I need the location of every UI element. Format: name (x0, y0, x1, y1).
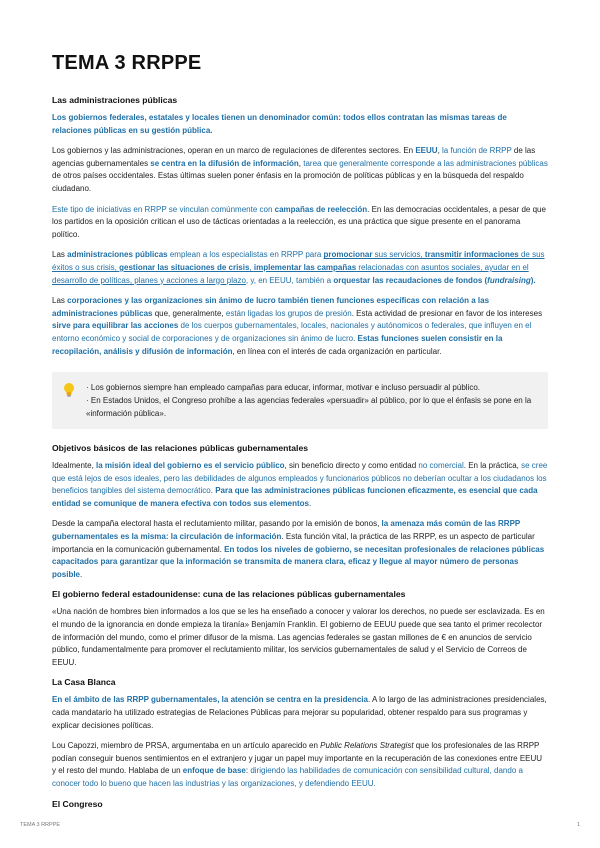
highlight-text: dirigiendo las habilidades de comunicación con sensibilidad cultural, dando a conocer todo lo bueno que hacen las industrias y las organizaciones, y defendiendo EEUU. (52, 766, 523, 788)
text-run: Los gobiernos y las administraciones, operan en un marco de regulaciones de diferentes sectores. En (52, 146, 416, 156)
paragraph (52, 295, 548, 358)
highlight-text: campañas de reelección (274, 204, 368, 214)
text-run: de las agencias gubernamentales (52, 146, 536, 168)
highlight-text: orquestar las recaudaciones de fondos ( (333, 275, 488, 285)
highlight-text: ). (530, 275, 536, 285)
highlight-text: Para que las administraciones públicas funcionen eficazmente, es esencial que cada entidad se comunique de manera efectiva con todos sus elementos (52, 486, 538, 508)
text-run: que, generalmente, (152, 308, 226, 318)
highlight-text: sirve para equilibrar las acciones (52, 321, 179, 331)
footer-title: TEMA 3 RRPPE (20, 822, 61, 828)
paragraph (52, 112, 548, 137)
highlight-text: están ligadas los grupos de presión (225, 308, 352, 318)
text-run: que los profesionales de las RRPP podían conseguir buenos sentimientos en el extranjero y jugar un papel muy importante en la recuperación de las conexiones entre EEUU y el resto del mundo. Hablaba de un (52, 741, 543, 776)
section-heading-objetivos: Objetivos básicos de las relaciones públicas gubernamentales (52, 443, 308, 454)
highlight-text: , (249, 262, 254, 272)
highlight-text: promocionar (323, 250, 373, 260)
text-run: . En la práctica, (463, 461, 522, 471)
text-run: , (298, 158, 304, 168)
text-run: . (80, 569, 83, 579)
highlight-text: tarea que generalmente corresponde a las administraciones públicas (303, 158, 548, 168)
text-run: , sin beneficio directo y como entidad (284, 461, 419, 471)
highlight-text: se centra en la difusión de información (150, 158, 299, 168)
highlight-text: corporaciones y las organizaciones sin ánimo de lucro también tienen funciones específicas con relación a las administraciones públicas (52, 296, 490, 318)
highlight-text: de los cuerpos gubernamentales, locales, nacionales y autónomicos o federales, que influyen en el entorno económico y social de corporaciones y de organizaciones sin ánimo de lucro (52, 321, 532, 343)
highlight-text: fundraising (487, 275, 531, 285)
highlight-text: EEUU (415, 146, 438, 156)
paragraph (52, 145, 548, 195)
highlight-text: , y, en EEUU, también a (245, 275, 334, 285)
section-heading-casa-blanca: La Casa Blanca (52, 677, 116, 688)
highlight-text: Los gobiernos federales, estatales y locales tienen un denominador común: todos ellos contratan las mismas tareas de relaciones públicas en su gestión pública. (52, 113, 507, 135)
text-run: Las (52, 296, 68, 306)
paragraph (52, 249, 548, 287)
text-run: . Esta función vital, la práctica de las RRPP, es un aspecto de particular importancia en la comunicación gubernamental. (52, 532, 535, 554)
highlight-text: sus servicios, (372, 250, 425, 260)
highlight-text: emplean a los especialistas en RRPP para (167, 250, 324, 260)
highlight-text: la amenaza más común de las RRPP gubernamentales es la misma: la circulación de información (52, 519, 521, 542)
highlight-text: relacionadas con asuntos sociales, ayudar en el desarrollo de políticas, planes y acciones a largo plazo (52, 262, 529, 285)
paragraph (52, 518, 548, 581)
highlight-text: En todos los niveles de gobierno, se necesitan profesionales de relaciones públicas capacitados para garantizar que la información se transmita de manera clara, eficaz y llegue al mayor número de personas posible (52, 544, 545, 579)
highlight-text: gestionar las situaciones de crisis (119, 262, 250, 272)
paragraph (52, 740, 548, 790)
text-run: Idealmente, (52, 461, 97, 471)
highlight-text: no comercial (418, 461, 464, 471)
section-heading-gobierno-federal: El gobierno federal estadounidense: cuna de las relaciones públicas gubernamentales (52, 589, 406, 600)
highlight-text: se cree que está lejos de esos ideales, pero las debilidades de algunos empleados y funcionarios públicos no deberían ocultar a los ciudadanos los beneficios tangibles del sistema democrático (52, 461, 548, 496)
page-title: TEMA 3 RRPPE (52, 52, 202, 74)
text-run: de otros países occidentales. Estas últimas suelen poner énfasis en la promoción de políticas públicas y en la búsqueda del respaldo ciudadano. (52, 171, 524, 193)
highlight-text: enfoque de base (182, 766, 246, 776)
section-heading-administraciones: Las administraciones públicas (52, 95, 178, 105)
text-run: . En las democracias occidentales, a pesar de que los partidos en la oposición critican el uso de tácticas orientadas a la reelección, es una práctica que sigue presente en el panorama político. (52, 204, 546, 239)
highlight-text: administraciones públicas (67, 250, 168, 260)
highlight-text: de sus éxitos o sus crisis, (52, 250, 545, 272)
text-run: . Esta actividad de presionar en favor de los intereses (351, 308, 543, 318)
callout-line: · Los gobiernos siempre han empleado campañas para educar, informar, motivar e incluso persuadir al público. (86, 383, 480, 393)
text-run: . (308, 498, 312, 508)
text-run: , en línea con el interés de cada organización en particular. (232, 346, 442, 356)
paragraph (52, 204, 548, 242)
page-footer (20, 822, 580, 828)
highlight-text: la función de RRPP (442, 146, 512, 156)
text-run: , (437, 146, 443, 156)
text-run: . A lo largo de las administraciones presidenciales, cada mandatario ha utilizado estrategias de Relaciones Públicas para mejorar su popularidad, obtener respaldo para sus programas y explicar decisiones políticas. (52, 695, 547, 730)
highlight-text: transmitir informaciones (424, 250, 519, 260)
text-run: Lou Capozzi, miembro de PRSA, argumentaba en un artículo aparecido en (52, 741, 321, 751)
text-run: Las (52, 250, 68, 260)
highlight-text: la misión ideal del gobierno es el servicio público (96, 461, 285, 471)
highlight-text: implementar las campañas (253, 262, 357, 272)
highlight-text: Estas funciones suelen consistir en la recopilación, análisis y difusión de información (52, 333, 503, 356)
text-run: . (210, 486, 216, 496)
paragraph (52, 460, 548, 510)
section-heading-congreso: El Congreso (52, 798, 103, 809)
lightbulb-icon (62, 382, 76, 398)
paragraph (52, 694, 548, 732)
info-callout (52, 372, 548, 429)
text-run: : (245, 766, 251, 776)
text-run: Desde la campaña electoral hasta el reclutamiento militar, pasando por la emisión de bonos, (52, 519, 382, 529)
callout-line: · En Estados Unidos, el Congreso prohíbe a las agencias federales «persuadir» al público, por lo que el énfasis se pone en la «información pública». (86, 396, 532, 419)
paragraph: «Una nación de hombres bien informados a los que se les ha enseñado a conocer y valorar los derechos, no puede ser esclavizada. Es en el mundo de la ignorancia en donde empieza la tiranía» Benjamín Franklin. El gobierno de EEUU puede que sea tanto el primer recolector de información del mundo, como el primer difusor de la misma. Las agencias federales se gastan millones de € en anuncios de servicio público, fundamentalmente para promover el reclutamiento militar, los servicios gubernamentales de salud y el Servicio de Correos de EEUU. (52, 607, 545, 667)
publication-title: Public Relations Strategist (320, 741, 414, 751)
text-run: . (353, 333, 358, 343)
highlight-text: Este tipo de iniciativas en RRPP se vinculan comúnmente con (52, 204, 275, 214)
page-number: 1 (576, 822, 580, 828)
highlight-text: En el ámbito de las RRPP gubernamentales, la atención se centra en la presidencia (52, 695, 368, 705)
